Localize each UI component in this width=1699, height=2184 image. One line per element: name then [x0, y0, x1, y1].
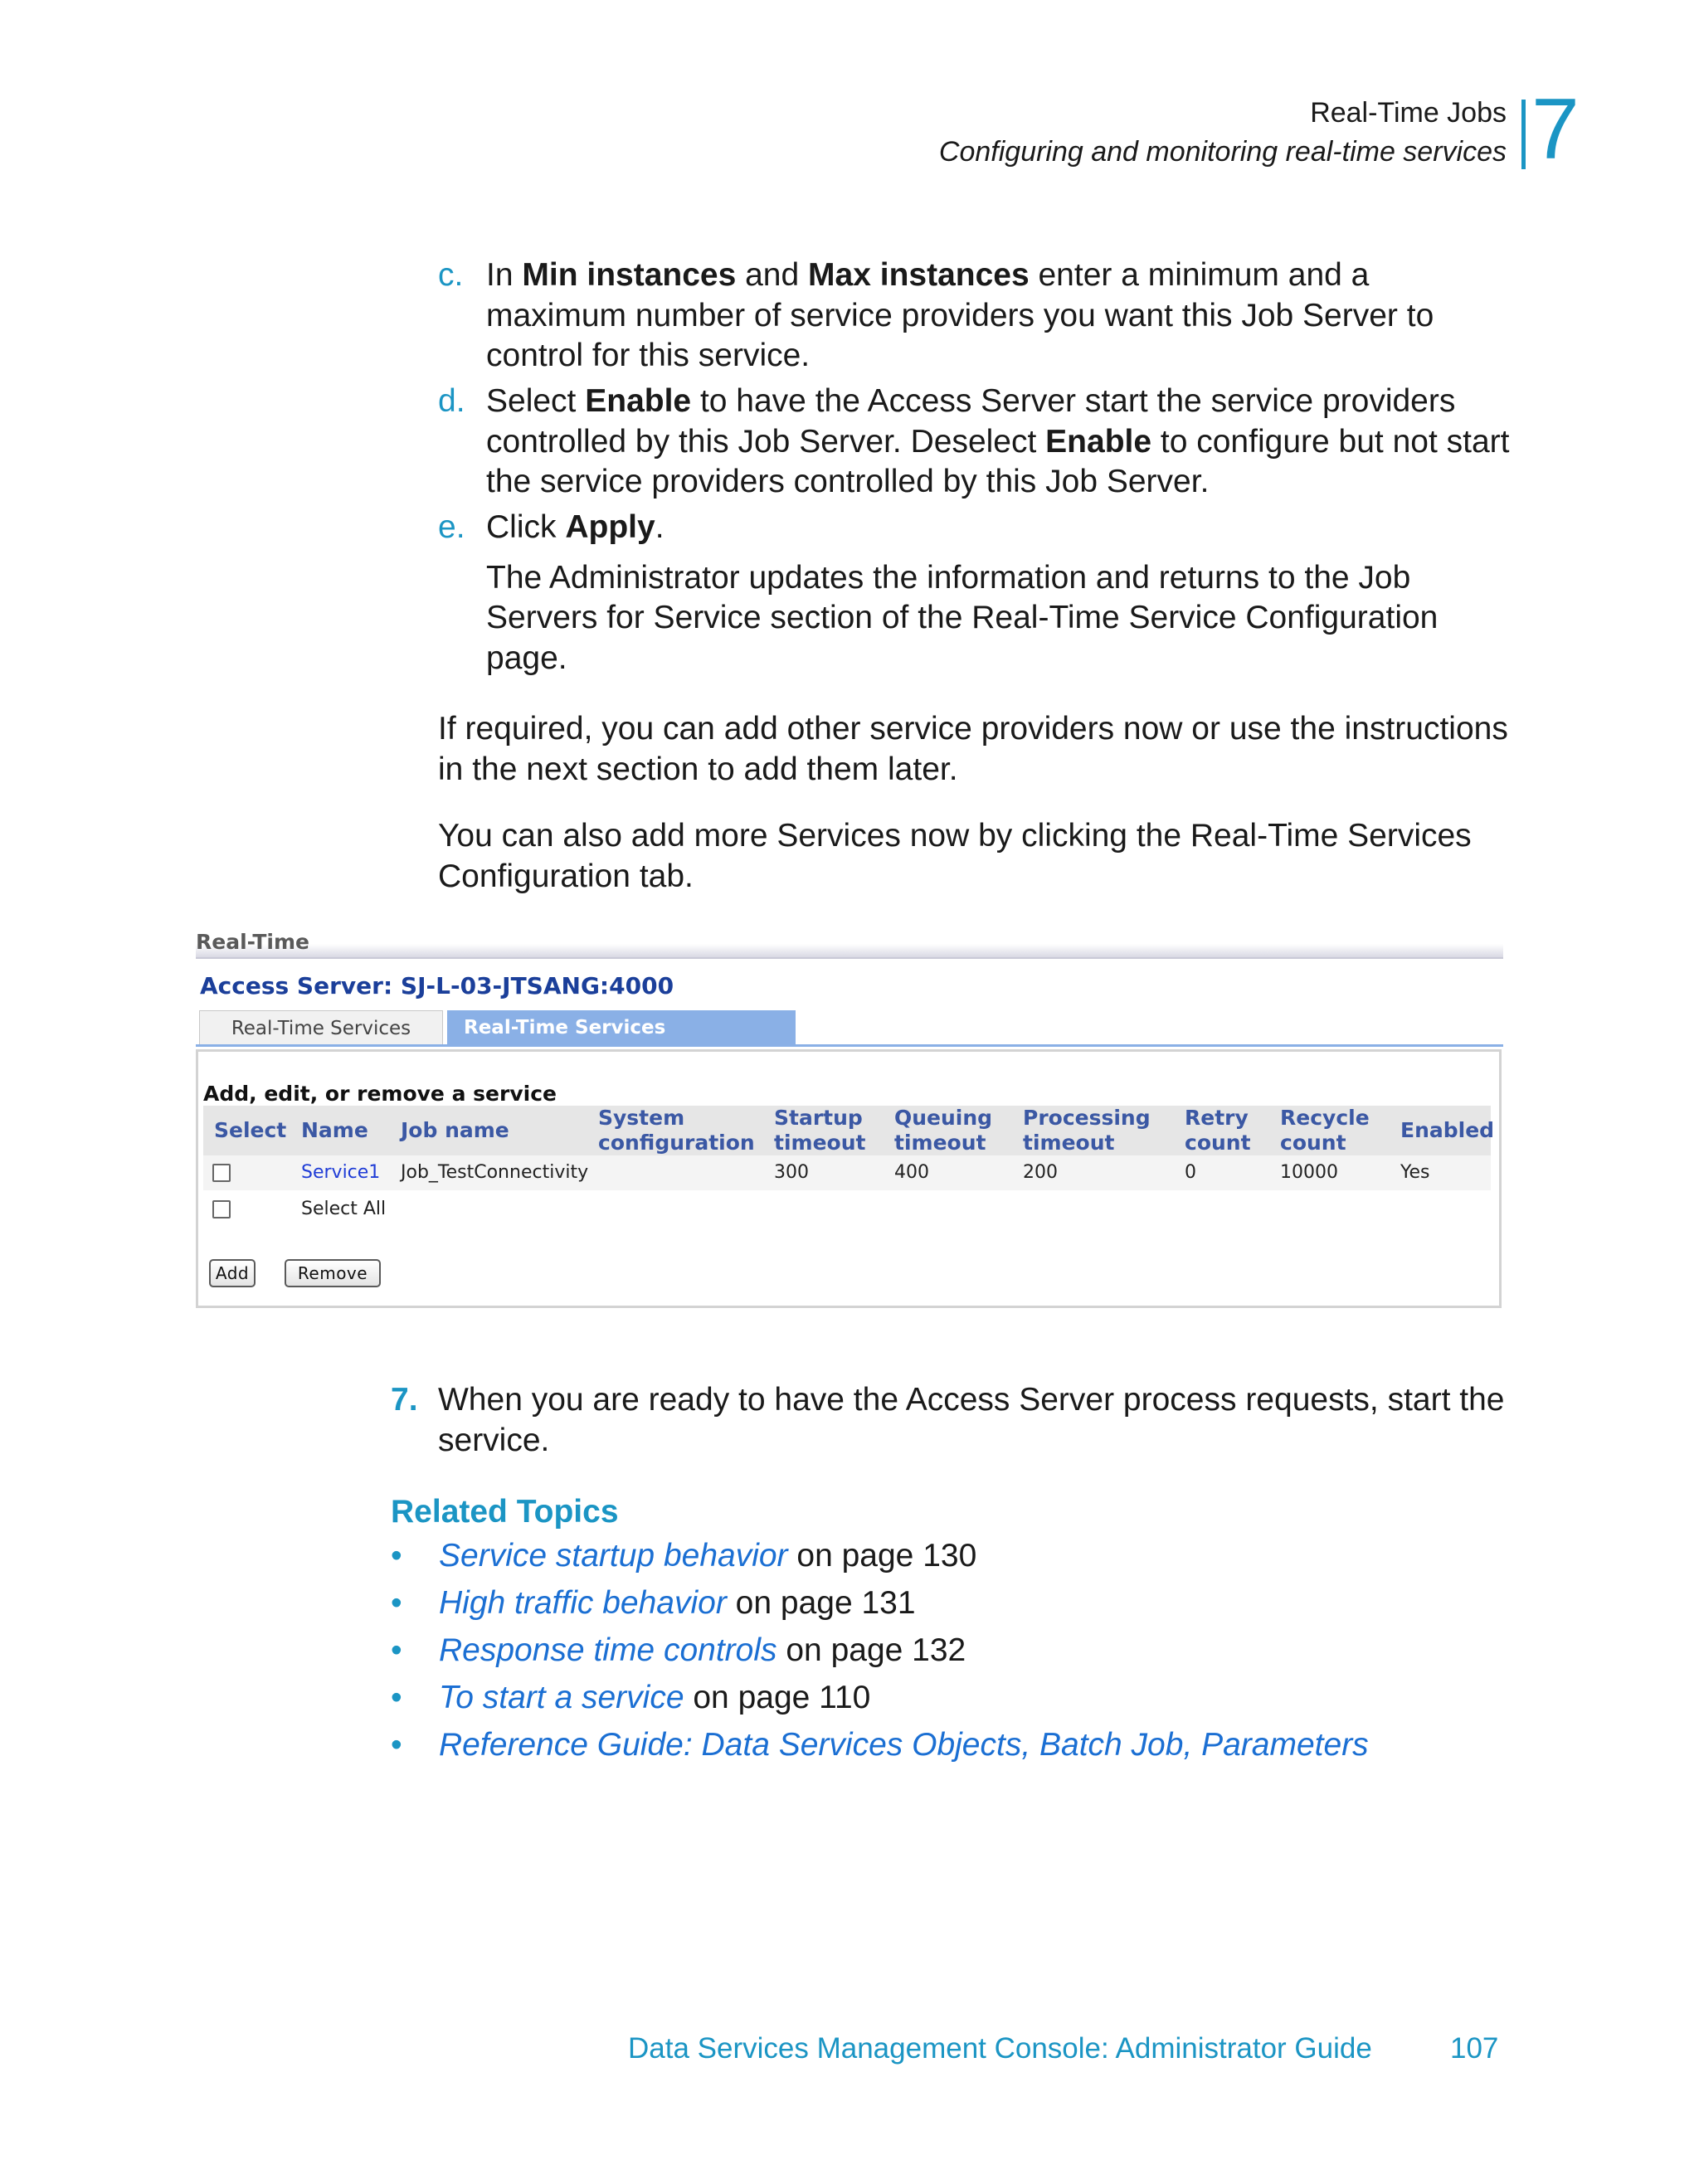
- related-topic-item: • Response time controls on page 132: [391, 1631, 966, 1671]
- related-topic-link[interactable]: Response time controls: [439, 1632, 777, 1668]
- step-c: [438, 255, 1516, 377]
- cell-queuing-timeout: 400: [894, 1162, 929, 1183]
- related-topic-item: [391, 1725, 1369, 1766]
- step-c-text: In Min instances and Max instances enter a minimum and a maximum number of service providers you want this Job Server to control for this service.: [486, 257, 1434, 373]
- chapter-title: Real-Time Jobs: [1310, 97, 1507, 129]
- tab-underline: [196, 1044, 1503, 1047]
- footer-guide-title: Data Services Management Console: Administrator Guide: [628, 2032, 1372, 2065]
- step-e-text: Click Apply.: [486, 509, 665, 545]
- bullet: •: [391, 1680, 402, 1715]
- col-select: Select: [214, 1118, 287, 1142]
- related-topics-heading: Related Topics: [391, 1494, 619, 1530]
- step-7-marker: 7.: [391, 1382, 418, 1418]
- related-topic-item: • High traffic behavior on page 131: [391, 1583, 916, 1624]
- select-all-checkbox[interactable]: [212, 1200, 231, 1218]
- related-topic-link[interactable]: Service startup behavior: [439, 1538, 788, 1574]
- bullet: •: [391, 1585, 402, 1621]
- step-d-text: Select Enable to have the Access Server start the service providers controlled by this Job Server. Deselect Enable to configure but not start the service providers controlled by this Job Server.: [486, 383, 1510, 499]
- step-e-marker: e.: [438, 509, 465, 545]
- step-d: [438, 382, 1516, 503]
- service-name-link[interactable]: Service1: [301, 1162, 381, 1183]
- col-queuing-timeout: Queuing timeout: [894, 1106, 993, 1155]
- cell-processing-timeout: 200: [1023, 1162, 1058, 1183]
- tab-realtime-services-status[interactable]: Real-Time Services: [199, 1010, 443, 1046]
- step-e: [438, 508, 1516, 679]
- cell-recycle-count: 10000: [1280, 1162, 1338, 1183]
- select-all-label: Select All: [301, 1199, 387, 1219]
- cell-retry-count: 0: [1185, 1162, 1196, 1183]
- bullet: •: [391, 1538, 402, 1574]
- step-7: [391, 1380, 1519, 1461]
- tab-corner: [779, 1010, 796, 1045]
- cell-enabled: Yes: [1400, 1162, 1430, 1183]
- col-enabled: Enabled: [1400, 1118, 1495, 1142]
- related-topic-item: • Service startup behavior on page 130: [391, 1536, 976, 1577]
- col-retry-count: Retry count: [1185, 1106, 1251, 1155]
- related-topic-item: • To start a service on page 110: [391, 1678, 870, 1719]
- step-c-marker: c.: [438, 257, 464, 293]
- access-server-label: Access Server: SJ-L-03-JTSANG:4000: [200, 972, 674, 1000]
- row-select-checkbox[interactable]: [212, 1164, 231, 1182]
- select-all-row: [203, 1192, 1491, 1227]
- step-7-text: When you are ready to have the Access Server process requests, start the service.: [438, 1382, 1505, 1458]
- step-e-note: The Administrator updates the information and returns to the Job Servers for Service section of the Real-Time Service Configuration page.: [486, 559, 1439, 676]
- tab-realtime-services-configuration[interactable]: Real-Time Services: [447, 1010, 796, 1045]
- paragraph-other-providers: If required, you can add other service providers now or use the instructions in the next section to add them later.: [438, 711, 1508, 787]
- chapter-number: 7: [1531, 81, 1580, 178]
- related-topic-link[interactable]: To start a service: [439, 1680, 684, 1715]
- paragraph-add-services: You can also add more Services now by clicking the Real-Time Services Configuration tab.: [438, 818, 1472, 894]
- related-topic-link[interactable]: High traffic behavior: [439, 1585, 727, 1621]
- col-name: Name: [301, 1118, 368, 1142]
- chapter-divider: [1521, 100, 1526, 169]
- col-startup-timeout: Startup timeout: [774, 1106, 866, 1155]
- cell-startup-timeout: 300: [774, 1162, 809, 1183]
- realtime-header-bar: [196, 944, 1503, 959]
- col-system-configuration: System configuration: [598, 1106, 755, 1155]
- realtime-section-label: Real-Time: [196, 930, 309, 954]
- section-title: Configuring and monitoring real-time services: [938, 136, 1507, 168]
- remove-button[interactable]: Remove: [285, 1259, 381, 1287]
- cell-job-name: Job_TestConnectivity: [401, 1162, 589, 1183]
- add-button[interactable]: Add: [209, 1259, 256, 1287]
- step-d-marker: d.: [438, 383, 465, 419]
- table-header: [203, 1106, 1495, 1155]
- page-number: 107: [1450, 2032, 1499, 2065]
- panel-title: Add, edit, or remove a service: [203, 1082, 557, 1106]
- bullet: •: [391, 1632, 402, 1668]
- bullet: •: [391, 1727, 402, 1763]
- col-recycle-count: Recycle count: [1280, 1106, 1370, 1155]
- related-topic-link[interactable]: Reference Guide: Data Services Objects, Batch Job, Parameters: [439, 1727, 1369, 1763]
- col-processing-timeout: Processing timeout: [1023, 1106, 1151, 1155]
- col-job-name: Job name: [401, 1118, 509, 1142]
- table-row: [203, 1155, 1491, 1190]
